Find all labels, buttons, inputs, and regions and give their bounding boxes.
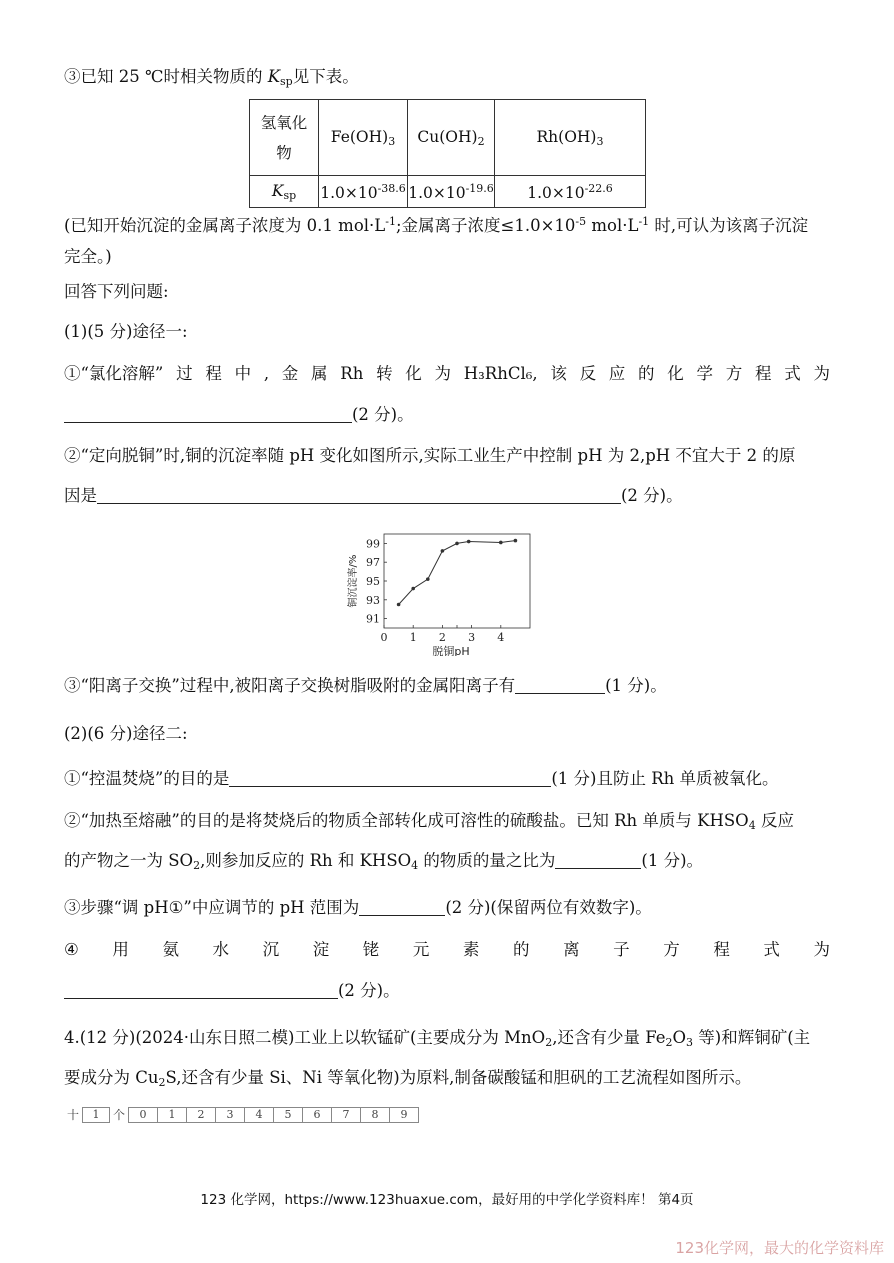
copper-precipitation-chart [340,524,550,656]
y-tick-label: 95 [366,575,380,588]
note-line-2: 完全。) [64,247,112,266]
tally-digit-box[interactable]: 5 [274,1107,303,1123]
word: 程 [713,940,730,959]
word: 氨 [162,940,179,959]
word: 属 [311,364,328,383]
part1-q2-line2: 因是 (2 分)。 [64,486,683,505]
part2-q2-line2: 的产物之一为 $SO_2$,则参加反应的 Rh 和 $KHSO_4$ 的物质的量之比为 (1 分)。 [64,851,704,872]
score-tally [64,1106,419,1123]
word: 程 [754,364,772,383]
plot-frame [384,534,530,628]
tally-digit-box[interactable]: 8 [361,1107,390,1123]
word: 的 [638,364,655,383]
table-cell-rhoh3: $1.0\times 10^{-22.6}$ [495,176,646,208]
word: 学 [696,364,713,383]
part1-title: (1)(5 分)途径一: [64,322,188,341]
data-point [467,540,471,544]
intro-line [64,67,359,92]
q4-line1: 4.(12 分)(2024·山东日照二模)工业上以软锰矿(主要成分为 MnO$_2$,还含有少量 $Fe_2O_3$ 等)和辉铜矿(主 [64,1028,811,1049]
answer-blank[interactable] [555,851,641,869]
table-cell-cuoh2: $1.0\times 10^{-19.6}$ [408,176,495,208]
word: 金 [281,364,299,383]
word: 中 [234,364,252,383]
tally-ten-label: 十 [67,1108,80,1122]
tally-one-label: 个 [113,1108,126,1122]
tally-ten-box[interactable]: 1 [82,1107,110,1123]
table-row-label: $K_{sp}$ [250,176,319,208]
word: 方 [725,364,743,383]
answer-blank[interactable] [359,898,445,916]
x-tick-label: 3 [468,631,476,644]
word: 为 [434,364,452,383]
x-tick-label: 1 [409,631,417,644]
word: ①“氯化溶解” [64,364,164,383]
part1-q1-line [64,364,830,384]
table-col-cuoh2: $Cu(OH)_2$ [408,100,495,176]
answer-blank[interactable] [229,769,551,787]
word: H₃RhCl₆, [463,364,538,383]
tally-digit-box[interactable]: 7 [332,1107,361,1123]
part2-title: (2)(6 分)途径二: [64,724,188,743]
ksp-symbol: K [267,67,281,86]
tally-digit-box[interactable]: 6 [303,1107,332,1123]
word: 的 [513,940,530,959]
part2-q1-line: ①“控温焚烧”的目的是 (1 分)且防止 Rh 单质被氧化。 [64,769,779,788]
data-point [441,549,445,553]
part2-q4-line [64,940,830,960]
data-point [499,541,503,545]
q4-line2: 要成分为 $Cu_2S$,还含有少量 Si、Ni 等氧化物)为原料,制备碳酸锰和胆矾的工艺流程如图所示。 [64,1068,752,1089]
watermark: 123化学网，最大的化学资料库 [675,1239,884,1257]
word: 素 [462,940,480,959]
y-tick-label: 91 [366,612,380,626]
word: 过 [176,364,193,383]
word: 铑 [362,940,380,959]
x-tick-label: 2 [438,631,446,644]
part2-q3-line: ③步骤“调 pH①”中应调节的 pH 范围为 (2 分)(保留两位有效数字)。 [64,898,652,917]
intro-text: ③已知 25 ℃时相关物质的 [64,67,268,86]
x-tick-label: 4 [497,631,505,644]
word: , [263,364,270,383]
tally-digit-box[interactable]: 9 [390,1107,419,1123]
word: 沉 [262,940,280,959]
x-axis-label: 脱铜pH [432,645,470,656]
word: 程 [205,364,222,383]
data-point [411,587,415,591]
tally-digit-box[interactable]: 0 [128,1107,158,1123]
word: 淀 [312,940,330,959]
data-point [455,542,459,546]
y-tick-label: 93 [366,593,380,607]
tally-digits [128,1107,419,1123]
word: 该 [550,364,567,383]
word: 式 [763,940,780,959]
series-line [399,541,516,605]
answer-blank[interactable] [97,486,621,504]
tally-digit-box[interactable]: 4 [245,1107,274,1123]
part1-q2-line1: ②“定向脱铜”时,铜的沉淀率随 pH 变化如图所示,实际工业生产中控制 pH 为 2,pH 不宜大于 2 的原 [64,446,796,465]
answer-prompt: 回答下列问题: [64,282,169,301]
word: 式 [784,364,801,383]
word: 子 [613,940,630,959]
word: 化 [405,364,422,383]
word: 离 [563,940,580,959]
data-point [426,577,430,581]
part1-q3-line: ③“阳离子交换”过程中,被阳离子交换树脂吸附的金属阳离子有 (1 分)。 [64,676,667,695]
ksp-subscript: sp [280,75,293,88]
tally-digit-box[interactable]: 3 [216,1107,245,1123]
answer-blank[interactable] [515,676,605,694]
word: 元 [412,940,430,959]
y-tick-label: 97 [366,556,380,570]
answer-blank[interactable] [64,405,352,423]
part1-q1-answer-line: (2 分)。 [64,405,414,425]
intro-text-end: 见下表。 [292,67,359,86]
table-cell-feoh3: $1.0\times 10^{-38.6}$ [319,176,408,208]
table-col-rhoh3: $Rh(OH)_3$ [495,100,646,176]
table-header-label: 氢氧化物 [250,100,319,176]
word: 反 [579,364,597,383]
word: 应 [608,364,626,383]
word: 用 [112,940,129,959]
word: 化 [667,364,684,383]
word: 转 [376,364,393,383]
note-line-1: (已知开始沉淀的金属离子浓度为 0.1 $mol\cdot L^{-1}$;金属离子浓度$\le 1.0\times 10^{-5}$ $mol\cdot L^{-1}$ 时,可认为该离子沉淀 [64,215,809,235]
data-point [397,603,401,607]
word: 为 [813,364,830,383]
part2-q2-line1: ②“加热至熔融”的目的是将焚烧后的物质全部转化成可溶性的硫酸盐。已知 Rh 单质与 $KHSO_4$ 反应 [64,811,794,832]
answer-blank[interactable] [64,981,338,999]
word: ④ [64,940,79,959]
tally-digit-box[interactable]: 2 [187,1107,216,1123]
x-tick-label: 0 [380,631,388,644]
y-axis-label: 铜沉淀率/% [348,554,359,608]
word: Rh [340,364,364,383]
page-footer: 123 化学网，https://www.123huaxue.com，最好用的中学化学资料库！ 第4页 [200,1192,694,1208]
word: 方 [663,940,680,959]
ksp-table [249,99,646,208]
word: 为 [813,940,830,959]
y-tick-label: 99 [366,537,380,551]
part2-q4-answer-line: (2 分)。 [64,981,400,1001]
data-point [514,539,518,543]
tally-digit-box[interactable]: 1 [158,1107,187,1123]
table-col-feoh3: $Fe(OH)_3$ [319,100,408,176]
word: 水 [212,940,230,959]
